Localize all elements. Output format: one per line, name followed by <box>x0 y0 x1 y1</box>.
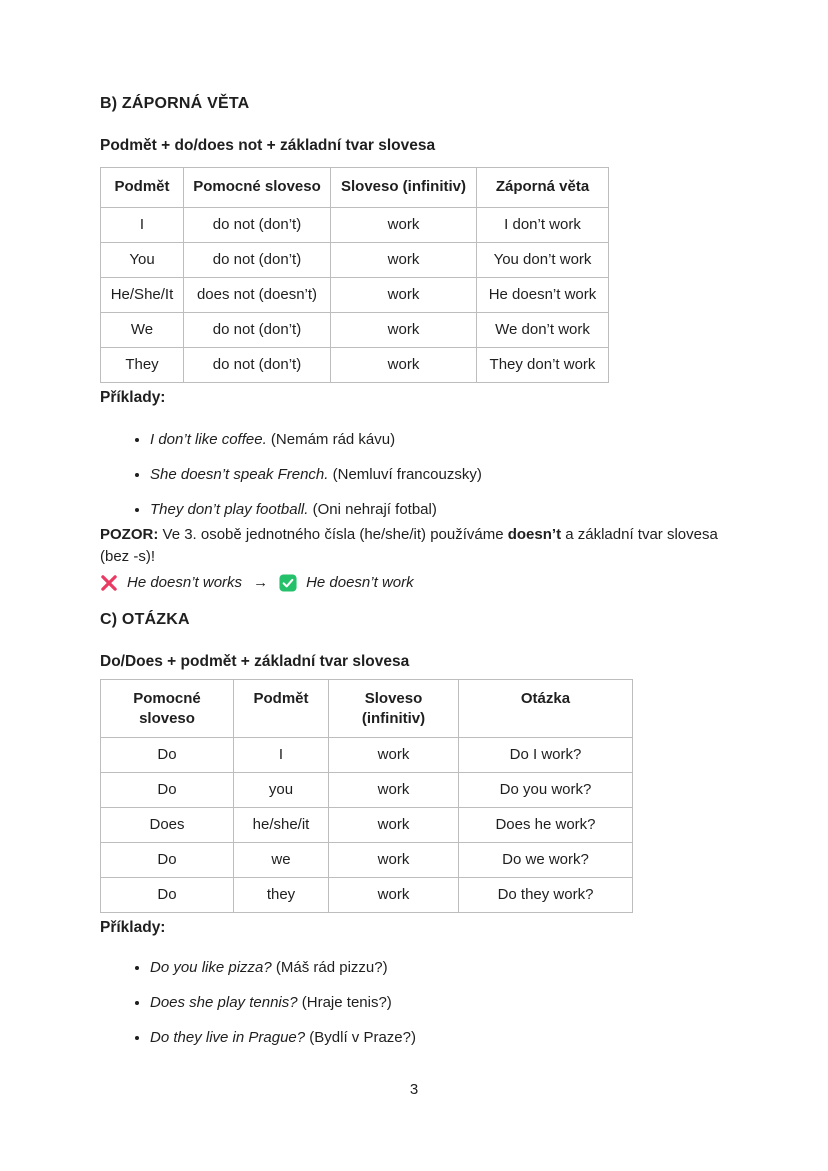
table-cell: work <box>331 243 477 278</box>
table-row <box>101 348 609 383</box>
table-cell: Does <box>101 808 234 843</box>
correct-example-text: He doesn’t work <box>306 574 414 591</box>
table-cell: Does he work? <box>459 808 633 843</box>
table-cell: we <box>234 843 329 878</box>
warning-text: Ve 3. osobě jednotného čísla (he/she/it) používáme <box>158 526 508 543</box>
correct-check-icon <box>279 574 297 592</box>
examples-list <box>100 959 728 1046</box>
table-cell: You don’t work <box>477 243 609 278</box>
table-cell: work <box>329 738 459 773</box>
example-english: Do they live in Prague? <box>150 1029 306 1046</box>
warning-paragraph <box>100 524 728 568</box>
table-cell: work <box>329 878 459 913</box>
example-item <box>150 501 728 518</box>
table-cell: I don’t work <box>477 208 609 243</box>
table-cell: I <box>101 208 184 243</box>
table-cell: does not (doesn’t) <box>184 278 331 313</box>
column-header: Podmět <box>234 680 329 738</box>
table-cell: do not (don’t) <box>184 208 331 243</box>
table-cell: We <box>101 313 184 348</box>
column-header: Pomocné sloveso <box>101 680 234 738</box>
examples-list <box>100 431 728 518</box>
table-row <box>101 878 633 913</box>
example-czech: (Bydlí v Praze?) <box>309 1029 416 1046</box>
section-c-heading: C) OTÁZKA <box>100 611 190 628</box>
table-cell: work <box>331 208 477 243</box>
table-cell: You <box>101 243 184 278</box>
table-row <box>101 208 609 243</box>
example-czech: (Nemluví francouzsky) <box>332 466 482 483</box>
examples-heading: Příklady: <box>100 389 166 406</box>
table-cell: Do they work? <box>459 878 633 913</box>
table-cell: work <box>329 843 459 878</box>
table-cell: work <box>331 278 477 313</box>
table-cell: We don’t work <box>477 313 609 348</box>
column-header: Otázka <box>459 680 633 738</box>
table-row <box>101 313 609 348</box>
warning-bold-term: doesn’t <box>507 526 562 543</box>
example-czech: (Máš rád pizzu?) <box>275 959 388 976</box>
table-cell: Do we work? <box>459 843 633 878</box>
arrow-glyph: → <box>253 574 269 591</box>
table-cell: they <box>234 878 329 913</box>
question-table <box>100 679 633 913</box>
example-czech: (Hraje tenis?) <box>301 994 392 1011</box>
table-row <box>101 243 609 278</box>
example-item <box>150 466 728 483</box>
wrong-cross-icon <box>100 574 118 592</box>
column-header: Pomocné sloveso <box>184 168 331 208</box>
example-item <box>150 1029 728 1046</box>
section-b-heading: B) ZÁPORNÁ VĚTA <box>100 95 250 112</box>
example-english: Do you like pizza? <box>150 959 272 976</box>
example-english: She doesn’t speak French. <box>150 466 329 483</box>
wrong-example-text: He doesn’t works <box>127 574 243 591</box>
table-cell: work <box>331 348 477 383</box>
example-czech: (Nemám rád kávu) <box>270 431 396 448</box>
table-cell: Do <box>101 773 234 808</box>
table-cell: work <box>329 773 459 808</box>
table-row <box>101 773 633 808</box>
examples-heading: Příklady: <box>100 919 166 936</box>
column-header: Sloveso (infinitiv) <box>329 680 459 738</box>
correction-line <box>100 574 728 592</box>
table-header-row <box>101 168 609 208</box>
table-row <box>101 738 633 773</box>
column-header: Záporná věta <box>477 168 609 208</box>
warning-text: a základní tvar slovesa (bez -s)! <box>100 526 718 565</box>
warning-label: POZOR: <box>100 526 159 543</box>
table-row <box>101 278 609 313</box>
table-header-row <box>101 680 633 738</box>
table-cell: he/she/it <box>234 808 329 843</box>
table-cell: Do <box>101 843 234 878</box>
negative-sentence-table <box>100 167 609 383</box>
example-english: They don’t play football. <box>150 501 309 518</box>
table-cell: Do you work? <box>459 773 633 808</box>
column-header: Podmět <box>101 168 184 208</box>
table-cell: Do <box>101 878 234 913</box>
table-cell: I <box>234 738 329 773</box>
example-english: I don’t like coffee. <box>150 431 267 448</box>
example-item <box>150 959 728 976</box>
table-cell: He doesn’t work <box>477 278 609 313</box>
table-cell: Do <box>101 738 234 773</box>
table-row <box>101 808 633 843</box>
table-cell: work <box>331 313 477 348</box>
table-cell: They don’t work <box>477 348 609 383</box>
table-cell: work <box>329 808 459 843</box>
table-cell: do not (don’t) <box>184 243 331 278</box>
table-cell: do not (don’t) <box>184 313 331 348</box>
example-item <box>150 431 728 448</box>
example-english: Does she play tennis? <box>150 994 298 1011</box>
table-row <box>101 843 633 878</box>
table-cell: you <box>234 773 329 808</box>
table-cell: They <box>101 348 184 383</box>
example-czech: (Oni nehrají fotbal) <box>312 501 437 518</box>
page-number: 3 <box>409 1081 419 1098</box>
table-cell: do not (don’t) <box>184 348 331 383</box>
table-cell: Do I work? <box>459 738 633 773</box>
section-b-formula: Podmět + do/does not + základní tvar slovesa <box>100 137 436 154</box>
column-header: Sloveso (infinitiv) <box>331 168 477 208</box>
table-cell: He/She/It <box>101 278 184 313</box>
section-c-formula: Do/Does + podmět + základní tvar slovesa <box>100 653 410 670</box>
example-item <box>150 994 728 1011</box>
